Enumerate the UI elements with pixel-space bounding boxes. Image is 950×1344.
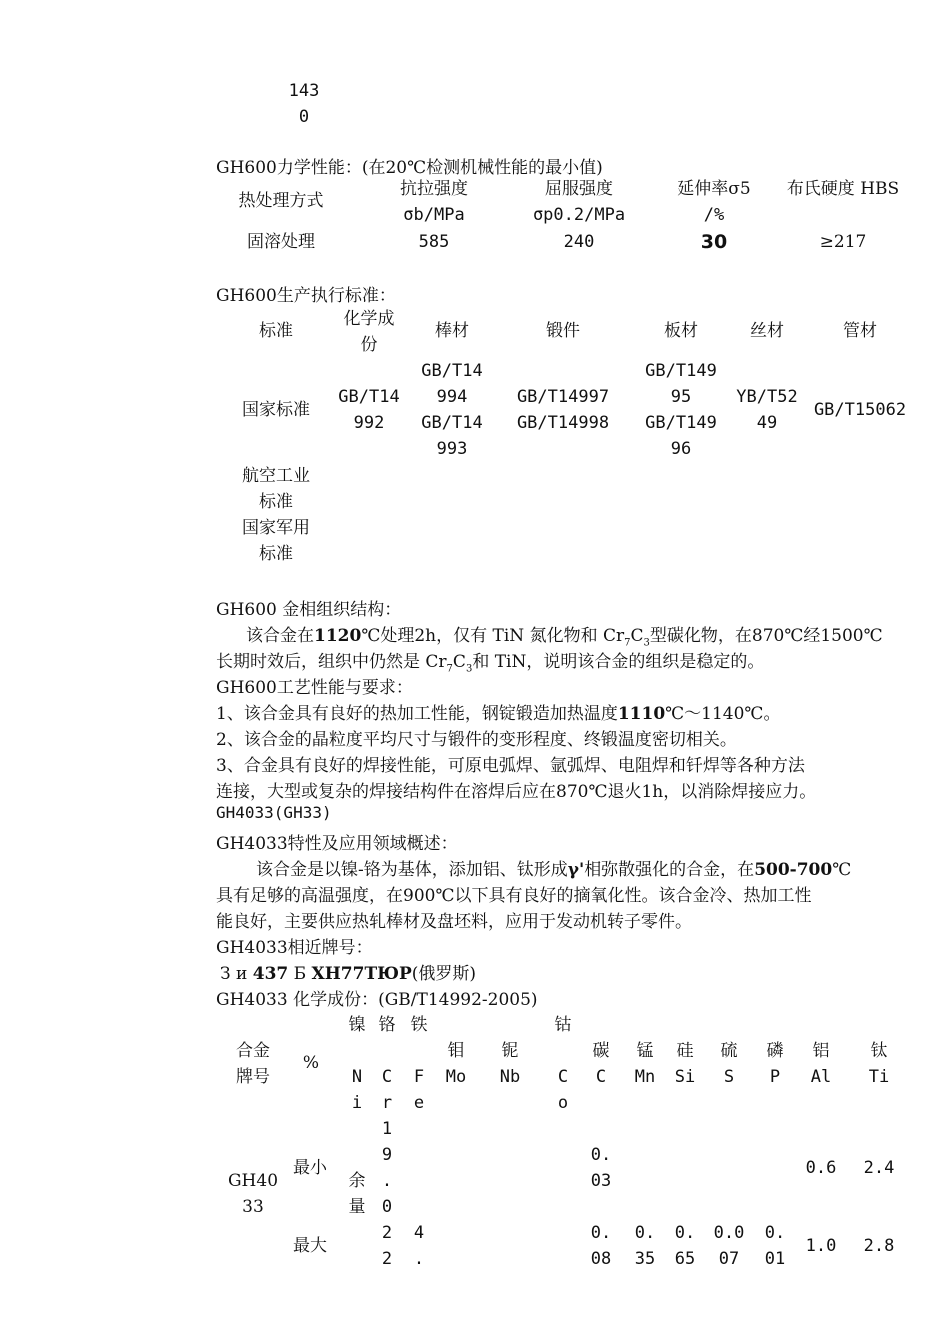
chem-c-min bbox=[584, 1142, 618, 1194]
cell-line: S bbox=[723, 1067, 735, 1087]
cell-line: Ti bbox=[868, 1067, 890, 1087]
cell-line: 标准 bbox=[259, 492, 293, 512]
cell-line: Si bbox=[674, 1067, 696, 1087]
cell-line: 合金 bbox=[236, 1041, 270, 1061]
text-run: 1、该合金具有良好的热加工性能，钢锭锻造加热温度 bbox=[216, 704, 618, 724]
chem-fe-max bbox=[404, 1220, 434, 1272]
std-header-plate: 板材 bbox=[664, 321, 698, 341]
cell-line: N bbox=[351, 1067, 363, 1087]
chem-header-al bbox=[804, 1038, 838, 1090]
mech-header-hardness: 布氏硬度 HBS bbox=[786, 179, 900, 199]
chem-s-max bbox=[708, 1220, 750, 1272]
chem-c-max bbox=[584, 1220, 618, 1272]
chem-header-s bbox=[714, 1038, 744, 1090]
cell-line: 余 bbox=[348, 1171, 366, 1191]
std-header-standard: 标准 bbox=[259, 321, 293, 341]
cell-line: F bbox=[413, 1067, 425, 1087]
cell-line: 0. bbox=[590, 1223, 612, 1243]
cell-line: 镍 bbox=[348, 1015, 366, 1035]
text-run: ℃ bbox=[832, 860, 852, 880]
cell-line: C bbox=[557, 1067, 569, 1087]
chem-min-label: 最小 bbox=[293, 1158, 327, 1178]
cell-line: GB/T149 bbox=[645, 361, 717, 381]
text-run: C bbox=[452, 652, 466, 672]
chem-mn-max bbox=[626, 1220, 664, 1272]
fragment-line: 143 bbox=[288, 81, 320, 101]
gh4033-chem-title: GH4033 化学成份：(GB/T14992-2005) bbox=[216, 990, 538, 1010]
chem-header-si bbox=[670, 1038, 700, 1090]
chem-header-ni bbox=[342, 1012, 372, 1116]
std-header-wire: 丝材 bbox=[750, 321, 784, 341]
subscript: 7 bbox=[624, 637, 631, 649]
cell-line: 994 bbox=[436, 387, 468, 407]
cell-line: Mo bbox=[445, 1067, 467, 1087]
chem-cr-max bbox=[372, 1220, 402, 1272]
text-run: З и bbox=[220, 964, 253, 984]
std-national-chem bbox=[334, 384, 404, 436]
subscript: 7 bbox=[446, 663, 453, 675]
cell-line: 国家军用 bbox=[242, 518, 310, 538]
text-run: 长期时效后，组织中仍然是 Cr bbox=[216, 652, 447, 672]
process-line3: 3、合金具有良好的焊接性能，可原电弧焊、氩弧焊、电阻焊和钎焊等各种方法 bbox=[216, 756, 805, 776]
cell-line: 铌 bbox=[501, 1041, 519, 1061]
cell-line: GB/T14 bbox=[338, 387, 400, 407]
text-run: γ' bbox=[567, 860, 585, 880]
cell-line: 份 bbox=[360, 335, 378, 355]
cell-line: 03 bbox=[590, 1171, 612, 1191]
std-military-label bbox=[230, 515, 322, 567]
cell-line: 35 bbox=[634, 1249, 656, 1269]
gh4033-overview-title: GH4033特性及应用领域概述： bbox=[216, 834, 458, 854]
cell-line: 延伸率σ5 bbox=[677, 179, 751, 199]
cell-line: i bbox=[351, 1093, 363, 1113]
cell-line: 49 bbox=[756, 413, 778, 433]
gh4033-overview-line2: 具有足够的高温强度，在900℃以下具有良好的摘氧化性。该合金冷、热加工性 bbox=[216, 886, 812, 906]
mech-header-elong bbox=[664, 176, 764, 228]
chem-header-co bbox=[548, 1012, 578, 1116]
mech-header-heat: 热处理方式 bbox=[238, 191, 324, 211]
std-national-plate bbox=[636, 358, 726, 462]
gh4033-name: GH4033(GH33) bbox=[216, 803, 332, 822]
std-national-bar bbox=[412, 358, 492, 462]
cell-line: 标准 bbox=[259, 544, 293, 564]
chem-si-max bbox=[668, 1220, 702, 1272]
cell-line: 0 bbox=[381, 1197, 393, 1217]
process-title: GH600工艺性能与要求： bbox=[216, 678, 413, 698]
cell-line: 量 bbox=[348, 1197, 366, 1217]
cell-line: 硅 bbox=[676, 1041, 694, 1061]
cell-line: 屈服强度 bbox=[545, 179, 613, 199]
cell-line: 0. bbox=[634, 1223, 656, 1243]
std-national-pipe: GB/T15062 bbox=[813, 400, 907, 420]
mech-cell-elong: 30 bbox=[700, 231, 728, 253]
cell-line: 2 bbox=[381, 1223, 393, 1243]
cell-line: 钛 bbox=[870, 1041, 888, 1061]
cell-line: 铬 bbox=[378, 1015, 396, 1035]
cell-line: 992 bbox=[353, 413, 385, 433]
cell-line: GB/T149 bbox=[645, 413, 717, 433]
std-title: GH600生产执行标准： bbox=[216, 286, 396, 306]
cell-line: 01 bbox=[764, 1249, 786, 1269]
chem-header-fe bbox=[404, 1012, 434, 1116]
text-run: 1110 bbox=[617, 704, 666, 724]
micro-para-line2 bbox=[216, 647, 764, 674]
cell-line: 9 bbox=[381, 1145, 393, 1165]
cell-line: 0. bbox=[590, 1145, 612, 1165]
cell-line: 0.0 bbox=[713, 1223, 745, 1243]
cell-line: Nb bbox=[499, 1067, 521, 1087]
text-run: ℃～1140℃。 bbox=[665, 704, 781, 724]
std-national-wire bbox=[734, 384, 800, 436]
cell-line: 33 bbox=[242, 1197, 264, 1217]
cell-line: 化学成 bbox=[343, 309, 395, 329]
cell-line: 08 bbox=[590, 1249, 612, 1269]
cell-line: 96 bbox=[670, 439, 692, 459]
std-aviation-label bbox=[230, 463, 322, 515]
chem-header-cr bbox=[372, 1012, 402, 1116]
std-header-pipe: 管材 bbox=[843, 321, 877, 341]
text-run: (俄罗斯) bbox=[411, 964, 477, 984]
cell-line: 硫 bbox=[720, 1041, 738, 1061]
chem-al-max: 1.0 bbox=[805, 1236, 837, 1256]
chem-ni-min bbox=[342, 1168, 372, 1220]
page-fragment bbox=[284, 78, 324, 130]
std-national-label: 国家标准 bbox=[242, 400, 310, 420]
cell-line: 抗拉强度 bbox=[400, 179, 468, 199]
mech-header-yield bbox=[514, 176, 644, 228]
cell-line: 993 bbox=[436, 439, 468, 459]
cell-line: GH40 bbox=[227, 1171, 279, 1191]
cell-line: 铝 bbox=[812, 1041, 830, 1061]
chem-ti-max: 2.8 bbox=[863, 1236, 895, 1256]
chem-cr-min bbox=[372, 1116, 402, 1220]
cell-line: 2 bbox=[381, 1249, 393, 1269]
std-header-forging: 锻件 bbox=[546, 321, 580, 341]
chem-header-p bbox=[760, 1038, 790, 1090]
cell-line: 4 bbox=[413, 1223, 425, 1243]
chem-header-ti bbox=[862, 1038, 896, 1090]
cell-line: /% bbox=[703, 205, 725, 225]
fragment-line: 0 bbox=[298, 107, 310, 127]
cell-line: r bbox=[381, 1093, 393, 1113]
cell-line: P bbox=[769, 1067, 781, 1087]
cell-line: o bbox=[557, 1093, 569, 1113]
cell-line: 钼 bbox=[447, 1041, 465, 1061]
cell-line: 0. bbox=[764, 1223, 786, 1243]
chem-p-max bbox=[756, 1220, 794, 1272]
cell-line: . bbox=[381, 1171, 393, 1191]
micro-title: GH600 金相组织结构： bbox=[216, 600, 402, 620]
cell-line: Al bbox=[810, 1067, 832, 1087]
micro-para-line1 bbox=[246, 621, 883, 648]
chem-header-nb bbox=[492, 1038, 528, 1090]
gh4033-similar-grades bbox=[220, 959, 476, 984]
text-run: 相弥散强化的合金，在 bbox=[584, 860, 755, 880]
text-run: 500-700 bbox=[754, 860, 833, 880]
mech-header-tensile bbox=[374, 176, 494, 228]
chem-alloy-name bbox=[222, 1168, 284, 1220]
mech-cell-yield: 240 bbox=[563, 232, 595, 252]
chem-header-mo bbox=[438, 1038, 474, 1090]
mech-cell-hardness: ≥217 bbox=[819, 232, 867, 252]
chem-max-label: 最大 bbox=[293, 1236, 327, 1256]
std-header-bar: 棒材 bbox=[435, 321, 469, 341]
text-run: 型碳化物，在870℃经1500℃ bbox=[649, 626, 883, 646]
process-line1 bbox=[216, 699, 780, 724]
cell-line: . bbox=[413, 1249, 425, 1269]
subscript: 3 bbox=[465, 663, 473, 675]
chem-header-alloy bbox=[222, 1038, 284, 1090]
gh4033-similar-title: GH4033相近牌号： bbox=[216, 938, 373, 958]
cell-line: 07 bbox=[718, 1249, 740, 1269]
mech-cell-heat: 固溶处理 bbox=[247, 232, 315, 252]
cell-line: 0. bbox=[674, 1223, 696, 1243]
cell-line: 1 bbox=[381, 1119, 393, 1139]
mech-cell-tensile: 585 bbox=[418, 232, 450, 252]
cell-line: GB/T14 bbox=[421, 413, 483, 433]
text-run: ХН77ТЮР bbox=[311, 964, 412, 984]
chem-ti-min: 2.4 bbox=[863, 1158, 895, 1178]
text-run: 该合金是以镍-铬为基体，添加铝、钛形成 bbox=[256, 860, 568, 880]
cell-line: 磷 bbox=[766, 1041, 784, 1061]
cell-line: C bbox=[381, 1067, 393, 1087]
process-line4: 连接，大型或复杂的焊接结构件在溶焊后应在870℃退火1h，以消除焊接应力。 bbox=[216, 782, 817, 802]
text-run: 437 bbox=[252, 964, 289, 984]
cell-line: 铁 bbox=[410, 1015, 428, 1035]
text-run: 该合金在 bbox=[246, 626, 314, 646]
cell-line: 钴 bbox=[554, 1015, 572, 1035]
chem-header-c bbox=[586, 1038, 616, 1090]
mech-title: GH600力学性能：(在20℃检测机械性能的最小值) bbox=[216, 158, 603, 178]
chem-header-mn bbox=[628, 1038, 662, 1090]
cell-line: GB/T14997 bbox=[516, 387, 610, 407]
cell-line: e bbox=[413, 1093, 425, 1113]
std-header-chem bbox=[334, 306, 404, 358]
cell-line: σp0.2/MPa bbox=[532, 205, 626, 225]
cell-line: GB/T14998 bbox=[516, 413, 610, 433]
text-run: ℃处理2h，仅有 TiN 氮化物和 Cr bbox=[361, 626, 625, 646]
gh4033-overview-line1 bbox=[256, 855, 851, 880]
cell-line: 碳 bbox=[592, 1041, 610, 1061]
cell-line: YB/T52 bbox=[736, 387, 798, 407]
chem-header-pct: % bbox=[302, 1053, 320, 1073]
cell-line: 65 bbox=[674, 1249, 696, 1269]
cell-line: 牌号 bbox=[236, 1067, 270, 1087]
text-run: C bbox=[630, 626, 644, 646]
chem-al-min: 0.6 bbox=[805, 1158, 837, 1178]
cell-line: σb/MPa bbox=[403, 205, 465, 225]
cell-line: Mn bbox=[634, 1067, 656, 1087]
subscript: 3 bbox=[643, 637, 650, 649]
text-run: Б bbox=[288, 964, 312, 984]
process-line2: 2、该合金的晶粒度平均尺寸与锻件的变形程度、终锻温度密切相关。 bbox=[216, 730, 737, 750]
cell-line: 航空工业 bbox=[242, 466, 310, 486]
std-national-forging bbox=[508, 384, 618, 436]
cell-line: 95 bbox=[670, 387, 692, 407]
cell-line: GB/T14 bbox=[421, 361, 483, 381]
text-run: 和 TiN，说明该合金的组织是稳定的。 bbox=[472, 652, 765, 672]
cell-line: 锰 bbox=[636, 1041, 654, 1061]
cell-line: C bbox=[595, 1067, 607, 1087]
gh4033-overview-line3: 能良好，主要供应热轧棒材及盘坯料，应用于发动机转子零件。 bbox=[216, 912, 692, 932]
text-run: 1120 bbox=[314, 626, 362, 646]
